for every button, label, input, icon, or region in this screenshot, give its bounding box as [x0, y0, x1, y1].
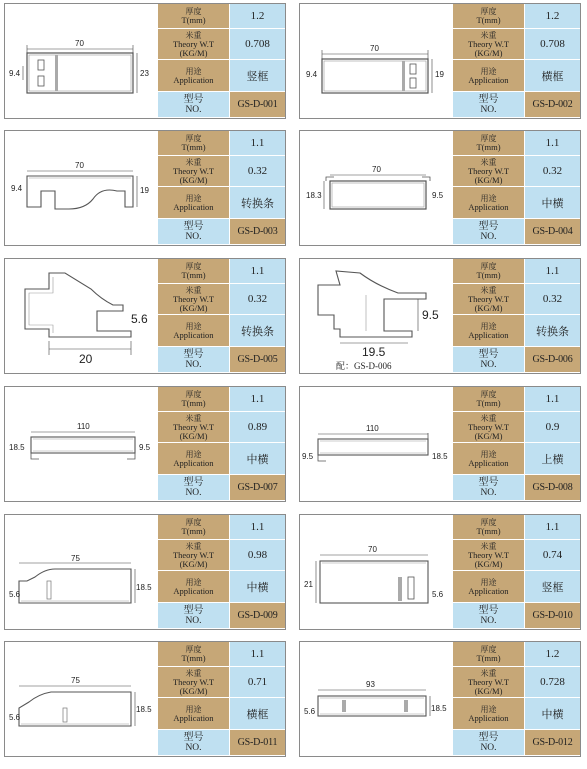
- thickness-label: 厚度 T(mm): [157, 515, 229, 540]
- model-code: GS-D-009: [229, 603, 285, 629]
- model-label: 型号 NO.: [157, 92, 229, 118]
- profile-card: [299, 641, 581, 757]
- weight-value: 0.74: [524, 540, 580, 571]
- weight-value: 0.98: [229, 540, 285, 571]
- thickness-value: 1.1: [524, 259, 580, 284]
- dim-label: 23: [140, 69, 149, 78]
- thickness-label: 厚度 T(mm): [157, 387, 229, 412]
- model-code: GS-D-002: [524, 92, 580, 118]
- weight-value: 0.728: [524, 667, 580, 698]
- weight-value: 0.32: [524, 156, 580, 187]
- thickness-label: 厚度 T(mm): [452, 259, 524, 284]
- profile-card: [4, 3, 286, 119]
- application-value: 转换条: [229, 187, 285, 219]
- thickness-label: 厚度 T(mm): [452, 4, 524, 29]
- dim-label: 19.5: [362, 345, 386, 359]
- profile-card: [4, 258, 286, 374]
- profile-properties: [157, 642, 285, 756]
- dim-label: 9.5: [139, 443, 151, 452]
- weight-label: 米重 Theory W.T (KG/M): [157, 412, 229, 443]
- profile-properties: [452, 259, 580, 373]
- dim-label: 18.5: [136, 705, 152, 714]
- weight-value: 0.708: [524, 29, 580, 60]
- thickness-value: 1.1: [229, 131, 285, 156]
- model-code: GS-D-012: [524, 730, 580, 756]
- pairing-note: 配：GS-D-006: [336, 361, 392, 371]
- application-label: 用途 Application: [452, 698, 524, 730]
- model-code: GS-D-008: [524, 475, 580, 501]
- application-label: 用途 Application: [452, 187, 524, 219]
- dim-label: 70: [75, 161, 84, 170]
- profile-section-svg: [5, 387, 157, 501]
- application-value: 竖框: [524, 571, 580, 603]
- application-label: 用途 Application: [157, 187, 229, 219]
- application-label: 用途 Application: [452, 443, 524, 475]
- model-label: 型号 NO.: [452, 219, 524, 245]
- dim-label: 21: [304, 580, 313, 589]
- weight-label: 米重 Theory W.T (KG/M): [452, 667, 524, 698]
- profile-card: [299, 514, 581, 630]
- profile-drawing: [5, 259, 157, 373]
- dim-label: 9.4: [306, 70, 318, 79]
- application-value: 中横: [229, 571, 285, 603]
- application-label: 用途 Application: [452, 571, 524, 603]
- profile-drawing: [300, 259, 452, 373]
- profile-section-svg: [300, 515, 452, 629]
- thickness-label: 厚度 T(mm): [157, 259, 229, 284]
- application-value: 中横: [229, 443, 285, 475]
- application-label: 用途 Application: [452, 60, 524, 92]
- profile-card: [4, 386, 286, 502]
- profile-drawing: [5, 131, 157, 245]
- weight-value: 0.71: [229, 667, 285, 698]
- profile-card: [299, 130, 581, 246]
- profile-properties: [452, 515, 580, 629]
- thickness-label: 厚度 T(mm): [452, 131, 524, 156]
- dim-label: 93: [366, 680, 375, 689]
- model-code: GS-D-010: [524, 603, 580, 629]
- profile-properties: [452, 387, 580, 501]
- profile-section-svg: [300, 642, 452, 756]
- profile-drawing: [5, 4, 157, 118]
- dim-label: 9.4: [9, 69, 21, 78]
- profile-properties: [157, 131, 285, 245]
- weight-label: 米重 Theory W.T (KG/M): [157, 667, 229, 698]
- profile-section-svg: [5, 642, 157, 756]
- thickness-label: 厚度 T(mm): [157, 642, 229, 667]
- profile-drawing: [5, 387, 157, 501]
- profile-card: [4, 130, 286, 246]
- profile-properties: [452, 642, 580, 756]
- weight-label: 米重 Theory W.T (KG/M): [157, 284, 229, 315]
- model-label: 型号 NO.: [157, 475, 229, 501]
- model-code: GS-D-005: [229, 347, 285, 373]
- application-value: 竖框: [229, 60, 285, 92]
- application-label: 用途 Application: [157, 698, 229, 730]
- thickness-value: 1.1: [524, 515, 580, 540]
- thickness-value: 1.2: [524, 642, 580, 667]
- thickness-value: 1.2: [524, 4, 580, 29]
- application-value: 转换条: [229, 315, 285, 347]
- thickness-value: 1.2: [229, 4, 285, 29]
- weight-value: 0.708: [229, 29, 285, 60]
- dim-label: 110: [366, 424, 379, 433]
- weight-label: 米重 Theory W.T (KG/M): [452, 412, 524, 443]
- application-value: 中横: [524, 698, 580, 730]
- thickness-label: 厚度 T(mm): [452, 642, 524, 667]
- weight-label: 米重 Theory W.T (KG/M): [452, 284, 524, 315]
- dim-label: 9.5: [432, 191, 444, 200]
- model-code: GS-D-006: [524, 347, 580, 373]
- model-code: GS-D-001: [229, 92, 285, 118]
- profile-drawing: [5, 515, 157, 629]
- application-label: 用途 Application: [157, 60, 229, 92]
- dim-label: 110: [77, 422, 90, 431]
- application-value: 上横: [524, 443, 580, 475]
- model-label: 型号 NO.: [157, 730, 229, 756]
- dim-label: 5.6: [9, 590, 21, 599]
- profile-properties: [157, 4, 285, 118]
- dim-label: 19: [140, 186, 149, 195]
- dim-label: 18.5: [136, 583, 152, 592]
- dim-label: 19: [435, 70, 444, 79]
- dim-label: 9.4: [11, 184, 23, 193]
- dim-label: 5.6: [432, 590, 444, 599]
- profile-drawing: [300, 4, 452, 118]
- application-value: 转换条: [524, 315, 580, 347]
- profile-card: [4, 641, 286, 757]
- profile-section-svg: [5, 131, 157, 245]
- model-label: 型号 NO.: [157, 347, 229, 373]
- dim-label: 18.5: [432, 452, 448, 461]
- dim-label: 70: [372, 165, 381, 174]
- profile-properties: [157, 515, 285, 629]
- model-code: GS-D-011: [229, 730, 285, 756]
- profile-section-svg: [300, 387, 452, 501]
- model-code: GS-D-003: [229, 219, 285, 245]
- profile-properties: [452, 4, 580, 118]
- application-label: 用途 Application: [157, 571, 229, 603]
- weight-label: 米重 Theory W.T (KG/M): [157, 540, 229, 571]
- thickness-label: 厚度 T(mm): [157, 131, 229, 156]
- application-value: 中横: [524, 187, 580, 219]
- model-label: 型号 NO.: [452, 475, 524, 501]
- profile-card: [299, 3, 581, 119]
- dim-label: 5.6: [9, 713, 21, 722]
- application-value: 横框: [229, 698, 285, 730]
- dim-label: 5.6: [131, 312, 148, 326]
- dim-label: 70: [75, 39, 84, 48]
- profile-drawing: [300, 515, 452, 629]
- application-label: 用途 Application: [157, 443, 229, 475]
- weight-value: 0.32: [229, 156, 285, 187]
- weight-label: 米重 Theory W.T (KG/M): [452, 156, 524, 187]
- dim-label: 75: [71, 554, 80, 563]
- profile-drawing: [300, 131, 452, 245]
- weight-label: 米重 Theory W.T (KG/M): [452, 29, 524, 60]
- model-label: 型号 NO.: [452, 347, 524, 373]
- dim-label: 75: [71, 676, 80, 685]
- thickness-label: 厚度 T(mm): [157, 4, 229, 29]
- model-label: 型号 NO.: [452, 92, 524, 118]
- profile-section-svg: [5, 515, 157, 629]
- application-label: 用途 Application: [157, 315, 229, 347]
- profile-section-svg: [300, 4, 452, 118]
- profile-drawing: [300, 387, 452, 501]
- thickness-value: 1.1: [229, 387, 285, 412]
- weight-value: 0.32: [524, 284, 580, 315]
- model-label: 型号 NO.: [452, 603, 524, 629]
- thickness-value: 1.1: [229, 642, 285, 667]
- profile-drawing: [300, 642, 452, 756]
- thickness-label: 厚度 T(mm): [452, 387, 524, 412]
- weight-label: 米重 Theory W.T (KG/M): [157, 29, 229, 60]
- application-value: 横框: [524, 60, 580, 92]
- profile-section-svg: [300, 131, 452, 245]
- thickness-value: 1.1: [524, 387, 580, 412]
- thickness-value: 1.1: [229, 259, 285, 284]
- weight-value: 0.9: [524, 412, 580, 443]
- weight-label: 米重 Theory W.T (KG/M): [157, 156, 229, 187]
- profile-properties: [157, 259, 285, 373]
- thickness-value: 1.1: [524, 131, 580, 156]
- dim-label: 70: [368, 545, 377, 554]
- model-label: 型号 NO.: [157, 219, 229, 245]
- dim-label: 9.5: [302, 452, 314, 461]
- profile-drawing: [5, 642, 157, 756]
- profile-properties: [452, 131, 580, 245]
- profile-card: [299, 386, 581, 502]
- dim-label: 18.5: [431, 704, 447, 713]
- profile-section-svg: [300, 259, 452, 373]
- dim-label: 20: [79, 352, 93, 366]
- profile-card: [299, 258, 581, 374]
- weight-value: 0.89: [229, 412, 285, 443]
- profile-section-svg: [5, 259, 157, 373]
- model-code: GS-D-007: [229, 475, 285, 501]
- thickness-value: 1.1: [229, 515, 285, 540]
- dim-label: 70: [370, 44, 379, 53]
- application-label: 用途 Application: [452, 315, 524, 347]
- weight-label: 米重 Theory W.T (KG/M): [452, 540, 524, 571]
- dim-label: 5.6: [304, 707, 316, 716]
- dim-label: 18.3: [306, 191, 322, 200]
- model-code: GS-D-004: [524, 219, 580, 245]
- profile-properties: [157, 387, 285, 501]
- dim-label: 9.5: [422, 308, 439, 322]
- weight-value: 0.32: [229, 284, 285, 315]
- profile-card: [4, 514, 286, 630]
- model-label: 型号 NO.: [452, 730, 524, 756]
- model-label: 型号 NO.: [157, 603, 229, 629]
- dim-label: 18.5: [9, 443, 25, 452]
- profile-section-svg: [5, 4, 157, 118]
- thickness-label: 厚度 T(mm): [452, 515, 524, 540]
